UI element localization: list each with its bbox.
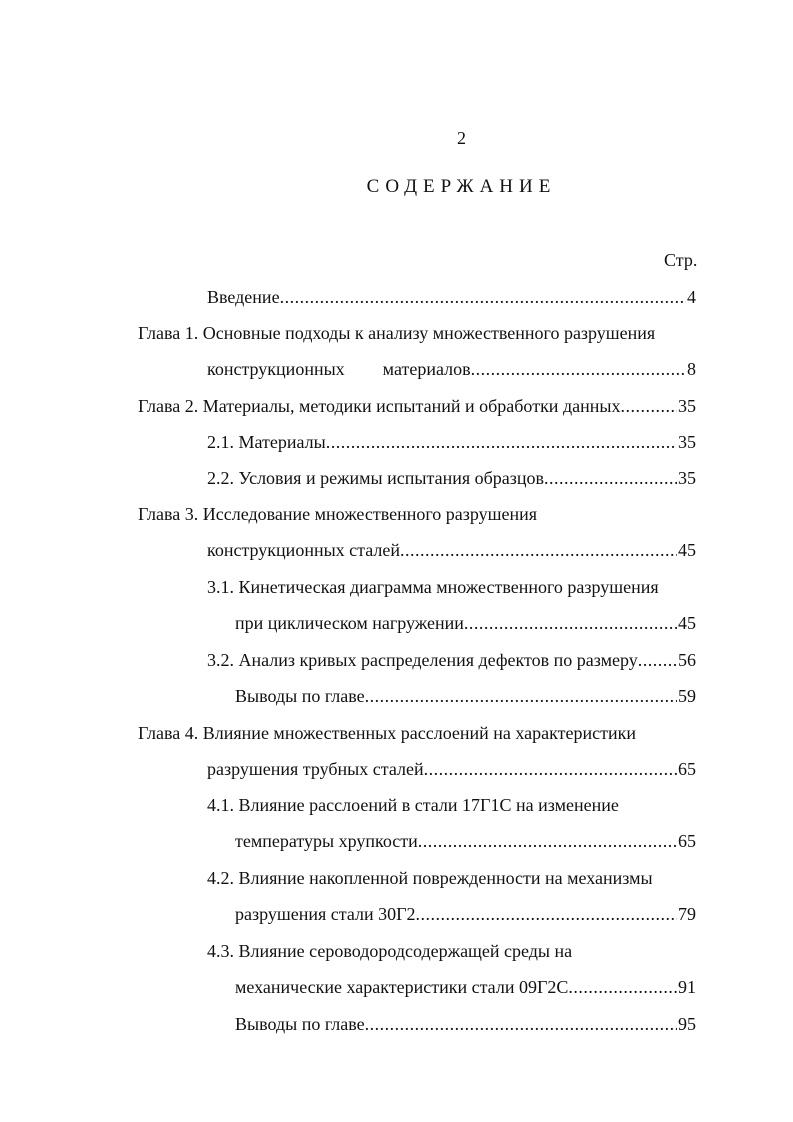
toc-entry-chapter-3-cont: конструкционных сталей ..... 45 <box>207 539 696 561</box>
toc-entry-intro: Введение ..... 4 <box>207 286 696 308</box>
toc-entry-section-4-1: 4.1. Влияние расслоений в стали 17Г1С на изменение <box>207 795 619 815</box>
toc-entry-section-2-2: 2.2. Условия и режимы испытания образцов ..... 35 <box>207 467 696 489</box>
toc-entry-section-3-1: 3.1. Кинетическая диаграмма множественного разрушения <box>207 577 659 597</box>
toc-entry-section-3-1-cont: при циклическом нагружении ..... 45 <box>235 612 696 634</box>
toc-entry-chapter-4: Глава 4. Влияние множественных расслоений на характеристики <box>138 723 637 743</box>
page-title: СОДЕРЖАНИЕ <box>366 176 557 197</box>
toc-entry-section-4-3: 4.3. Влияние сероводородсодержащей среды на <box>207 941 573 961</box>
toc-entry-chapter-3: Глава 3. Исследование множественного разрушения <box>138 504 538 524</box>
toc-entry-section-4-1-cont: температуры хрупкости ..... 65 <box>235 830 696 852</box>
page-column-label: Стр. <box>664 250 698 270</box>
toc-entry-chapter-4-conclusions: Выводы по главе ..... 95 <box>235 1013 696 1035</box>
toc-entry-chapter-1: Глава 1. Основные подходы к анализу множественного разрушения <box>138 323 656 343</box>
page-number: 2 <box>457 128 466 148</box>
toc-entry-chapter-3-conclusions: Выводы по главе ..... 59 <box>235 685 696 707</box>
toc-entry-section-4-2: 4.2. Влияние накопленной поврежденности на механизмы <box>207 868 653 888</box>
toc-entry-chapter-1-cont: конструкционных материалов ..... 8 <box>207 358 696 380</box>
toc-entry-section-3-2: 3.2. Анализ кривых распределения дефектов по размеру ..... 56 <box>207 649 696 671</box>
toc-entry-chapter-2: Глава 2. Материалы, методики испытаний и обработки данных ..... 35 <box>138 395 696 417</box>
toc-entry-section-4-3-cont: механические характеристики стали 09Г2С ..... 91 <box>235 976 696 998</box>
toc-entry-section-2-1: 2.1. Материалы ..... 35 <box>207 431 696 453</box>
toc-entry-chapter-4-cont: разрушения трубных сталей ..... 65 <box>207 758 696 780</box>
toc-entry-section-4-2-cont: разрушения стали 30Г2 ..... 79 <box>235 903 696 925</box>
